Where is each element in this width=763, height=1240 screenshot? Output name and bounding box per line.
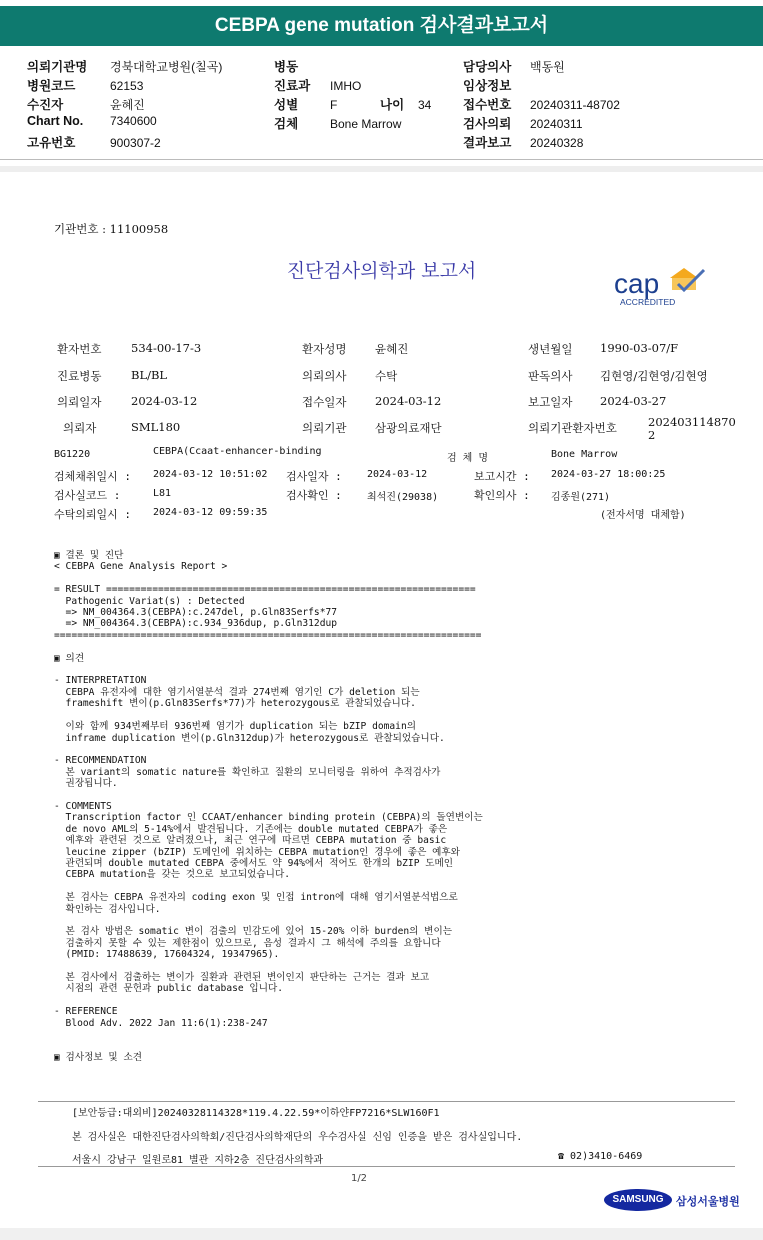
header-col3 <box>463 57 620 152</box>
label-clinical-info: 임상정보 <box>463 79 512 93</box>
label-consign-time: 수탁의뢰일시 : <box>54 508 132 521</box>
cap-logo <box>612 264 712 310</box>
value-consign-time: 2024-03-12 09:59:35 <box>153 507 268 518</box>
header-col1 <box>27 57 222 152</box>
label-ward: 병동 <box>274 60 299 74</box>
label-sex: 성별 <box>274 98 299 112</box>
label-institution: 의뢰기관명 <box>27 60 88 74</box>
value-collection-time: 2024-03-12 10:51:02 <box>153 469 268 480</box>
value-patient-name: 윤혜진 <box>375 342 409 356</box>
page-number: 1/2 <box>350 1173 368 1184</box>
label-unique-no: 고유번호 <box>27 136 76 150</box>
value-department: IMHO <box>330 79 362 93</box>
value-report-time: 2024-03-27 18:00:25 <box>551 469 666 480</box>
footer-divider-bottom <box>38 1166 735 1167</box>
value-specimen: Bone Marrow <box>330 117 402 131</box>
value-receipt-date: 2024-03-12 <box>375 394 442 408</box>
label-request-date: 검사의뢰 <box>463 117 512 131</box>
label-patient-name: 환자성명 <box>302 342 347 356</box>
label-order-date: 의뢰일자 <box>57 395 102 409</box>
value-report-day: 2024-03-27 <box>600 394 667 408</box>
label-age: 나이 <box>380 98 405 112</box>
value-sex: F <box>330 98 338 112</box>
institution-number: 기관번호 : 11100958 <box>54 222 169 236</box>
label-lab-code: 검사실코드 : <box>54 489 121 502</box>
value-hospital-code: 62153 <box>110 79 144 93</box>
label-collection-time: 검체채취일시 : <box>54 470 132 483</box>
window-title: CEBPA gene mutation 검사결과보고서 <box>0 6 763 46</box>
value-institution: 경북대학교병원(칠곡) <box>110 60 223 74</box>
value-org-patient-no-cont: 2 <box>648 428 656 442</box>
label-patient: 수진자 <box>27 98 64 112</box>
label-report-date: 결과보고 <box>463 136 512 150</box>
esign-note: (전자서명 대체함) <box>600 510 686 521</box>
phone-line: ☎ 02)3410-6469 <box>558 1151 643 1162</box>
label-doctor: 담당의사 <box>463 60 512 74</box>
header-divider <box>0 159 763 160</box>
value-birthdate: 1990-03-07/F <box>600 341 679 355</box>
label-requester: 의뢰자 <box>63 421 97 435</box>
label-birthdate: 생년월일 <box>528 342 573 356</box>
label-report-day: 보고일자 <box>528 395 573 409</box>
value-doctor: 백동원 <box>530 60 565 74</box>
label-treatment-ward: 진료병동 <box>57 369 102 383</box>
security-line: [보안등급:대외비]20240328114328*119.4.22.59*이하얀FP7216*SLW160F1 <box>72 1108 440 1119</box>
value-treatment-ward: BL/BL <box>131 368 168 382</box>
label-receipt-no: 접수번호 <box>463 98 512 112</box>
value-request-date: 20240311 <box>530 117 583 131</box>
report-title: 진단검사의학과 보고서 <box>286 260 477 282</box>
cap-accredited: ACCREDITED <box>620 297 676 307</box>
label-reading-doctor: 판독의사 <box>528 369 573 383</box>
value-patient: 윤혜진 <box>110 98 145 112</box>
test-name: CEBPA(Ccaat-enhancer-binding <box>153 446 322 457</box>
samsung-logo: SAMSUNG <box>604 1189 672 1211</box>
cap-logo-text: cap <box>614 268 660 299</box>
label-hospital-code: 병원코드 <box>27 79 76 93</box>
label-exam-date: 검사일자 : <box>286 470 342 483</box>
label-referring-doctor: 의뢰의사 <box>302 369 347 383</box>
value-reading-doctor: 김현영/김현영/김현영 <box>600 369 708 383</box>
value-report-date: 20240328 <box>530 136 584 150</box>
bottom-bar <box>0 1228 763 1240</box>
value-order-date: 2024-03-12 <box>131 394 198 408</box>
value-org-patient-no: 202403114870 <box>648 415 736 429</box>
value-age: 34 <box>418 98 432 112</box>
header-shade <box>0 166 763 172</box>
value-patient-no: 534-00-17-3 <box>131 341 202 355</box>
footer-divider <box>38 1101 735 1102</box>
label-department: 진료과 <box>274 79 311 93</box>
value-lab-code: L81 <box>153 488 172 499</box>
certification-line: 본 검사실은 대한진단검사의학회/진단검사의학재단의 우수검사실 신임 인증을 받은 검사실입니다. <box>72 1132 523 1143</box>
value-requester: SML180 <box>131 420 181 434</box>
header-col2 <box>274 57 431 133</box>
value-confirm-doctor: 김종원(271) <box>551 492 611 503</box>
hospital-name: 삼성서울병원 <box>676 1195 740 1208</box>
report-body: ▣ 결론 및 진단 < CEBPA Gene Analysis Report > = RESULT ================================================================ Pathogenic Variat(s) : Detected => NM_004364.3(CEBPA):c.247del, p.Gln83Serfs*77 => NM_004364.3(CEBPA):c.934_936dup, p.Gln312dup ========================================================================== ▣ 의견 - INTERPRETATION CEBPA 유전자에 대한 염기서열분석 결과 274번째 염기인 C가 deletion 되는 frameshift 변이(p.Gln83Serfs*77)가 heterozygous로 관찰되었습니다. 이와 함께 934번째부터 936번째 염기가 duplication 되는 bZIP domain의 inframe duplication 변이(p.Gln312dup)가 heterozygous로 관찰되었습니다. - RECOMMENDATION 본 variant의 somatic nature를 확인하고 질환의 모니터링을 위하여 추적검사가 권장됩니다. - COMMENTS Transcription factor 인 CCAAT/enhancer binding protein (CEBPA)의 돌연변이는 de novo AML의 5-14%에서 발견됩니다. 기존에는 double mutated CEBPA가 좋은 예후와 관련된 것으로 알려졌으나, 최근 연구에 따르면 CEBPA mutation 중 basic leucine zipper (bZIP) 도메인에 위치하는 CEBPA mutation인 경우에 좋은 예후와 관련되며 double mutated CEBPA 중에서도 약 94%에서 적어도 한개의 bZIP 도메인 CEBPA mutation을 갖는 것으로 보고되었습니다. 본 검사는 CEBPA 유전자의 coding exon 및 인접 intron에 대해 염기서열분석법으로 확인하는 검사입니다. 본 검사 방법은 somatic 변이 검출의 민감도에 있어 15-20% 이하 burden의 변이는 검출하지 못할 수 있는 제한점이 있으므로, 음성 결과시 그 해석에 주의를 요합니다 (PMID: 17488639, 17604324, 19347965). 본 검사에서 검출하는 변이가 질환과 관련된 변이인지 판단하는 근거는 결과 보고 시점의 관련 문헌과 public database 입니다. - REFERENCE Blood Adv. 2022 Jan 11:6(1):238-247 ▣ 검사정보 및 소견 <box>54 550 483 1063</box>
value-referring-doctor: 수탁 <box>375 369 398 383</box>
label-chart-no: Chart No. <box>27 114 84 128</box>
label-receipt-date: 접수일자 <box>302 395 347 409</box>
specimen-label: 검 체 명 <box>447 453 489 464</box>
label-org-patient-no: 의뢰기관환자번호 <box>528 421 617 435</box>
label-requesting-org: 의뢰기관 <box>302 421 347 435</box>
label-confirm-doctor: 확인의사 : <box>474 489 530 502</box>
value-receipt-no: 20240311-48702 <box>530 98 620 112</box>
label-specimen: 검체 <box>274 117 299 131</box>
label-patient-no: 환자번호 <box>57 342 102 356</box>
label-report-time: 보고시간 : <box>474 470 530 483</box>
specimen-value: Bone Marrow <box>551 449 618 460</box>
value-unique-no: 900307-2 <box>110 136 161 150</box>
value-exam-date: 2024-03-12 <box>367 469 428 480</box>
value-chart-no: 7340600 <box>110 114 157 128</box>
value-exam-confirm: 최석진(29038) <box>367 492 439 503</box>
test-code: BG1220 <box>54 449 91 460</box>
label-exam-confirm: 검사확인 : <box>286 489 342 502</box>
address-line: 서울시 강남구 일원로81 별관 지하2층 진단검사의학과 <box>72 1155 324 1166</box>
value-requesting-org: 삼광의료재단 <box>375 421 442 435</box>
